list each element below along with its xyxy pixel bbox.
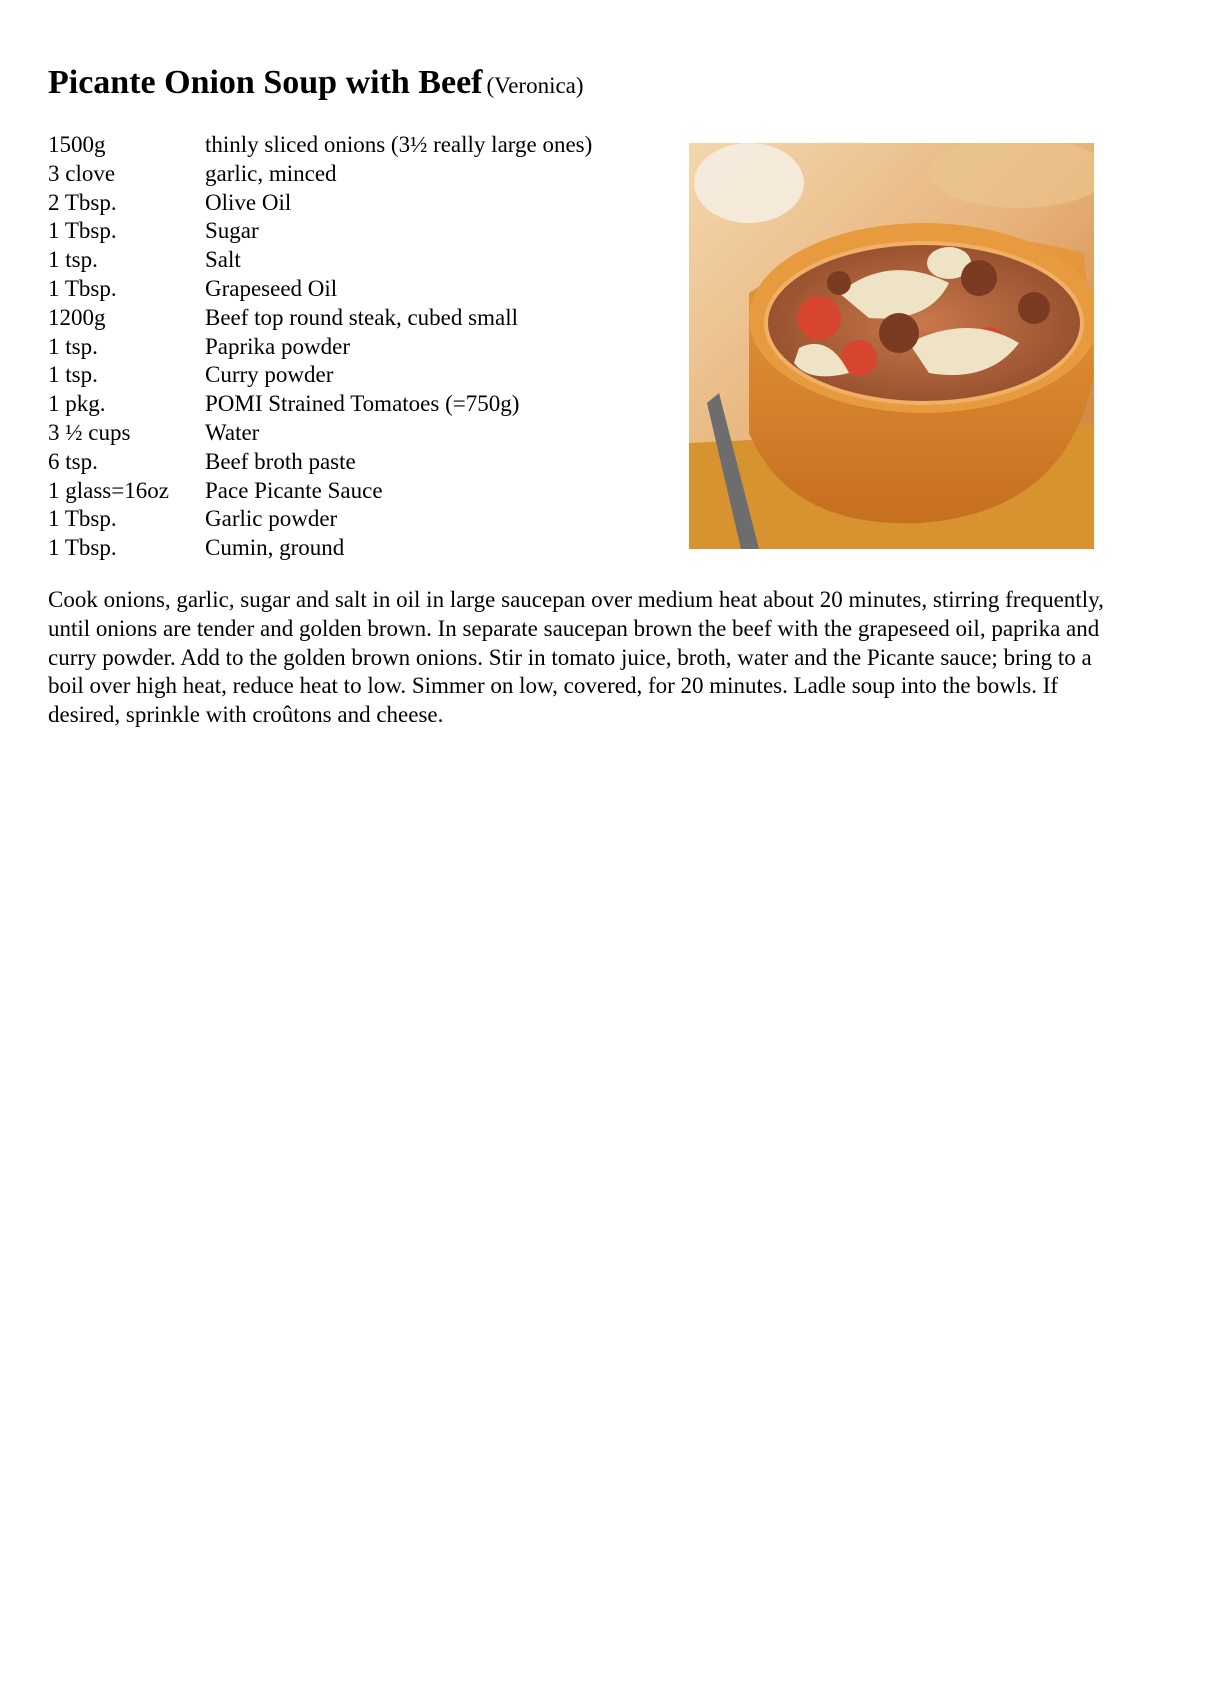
ingredient-row [48, 333, 592, 362]
ingredient-quantity: 1 tsp. [48, 362, 98, 388]
ingredient-quantity: 2 Tbsp. [48, 189, 117, 215]
ingredient-list [48, 131, 592, 563]
ingredient-quantity: 1 tsp. [48, 333, 98, 359]
ingredient-name: Beef broth paste [205, 448, 356, 474]
ingredient-row [48, 189, 592, 218]
ingredient-name: Curry powder [205, 362, 334, 388]
ingredient-quantity: 1 glass=16oz [48, 477, 169, 503]
ingredient-row [48, 390, 592, 419]
ingredient-name: POMI Strained Tomatoes (=750g) [205, 391, 520, 417]
ingredient-quantity: 1200g [48, 304, 106, 330]
ingredient-quantity: 1 Tbsp. [48, 218, 117, 244]
ingredient-quantity: 1 Tbsp. [48, 506, 117, 532]
soup-bowl-photo [689, 143, 1094, 549]
ingredient-quantity: 1 Tbsp. [48, 535, 117, 561]
ingredient-row [48, 361, 592, 390]
ingredient-row [48, 275, 592, 304]
ingredient-name: Sugar [205, 218, 259, 244]
ingredient-row [48, 304, 592, 333]
ingredient-name: Salt [205, 247, 241, 273]
ingredient-name: Cumin, ground [205, 535, 345, 561]
recipe-title-text: Picante Onion Soup with Beef [48, 64, 483, 101]
ingredient-quantity: 3 clove [48, 160, 116, 186]
ingredient-name: Garlic powder [205, 506, 338, 532]
recipe-title [48, 66, 584, 100]
ingredient-name: Beef top round steak, cubed small [205, 304, 518, 330]
ingredient-quantity: 3 ½ cups [48, 419, 131, 445]
ingredient-row [48, 419, 592, 448]
ingredient-quantity: 6 tsp. [48, 448, 98, 474]
ingredient-quantity: 1500g [48, 132, 106, 157]
ingredient-row [48, 448, 592, 477]
ingredient-name: thinly sliced onions (3½ really large ones) [205, 132, 593, 157]
ingredient-quantity: 1 pkg. [48, 391, 106, 417]
ingredient-row [48, 217, 592, 246]
recipe-instructions: Cook onions, garlic, sugar and salt in oil in large saucepan over medium heat about 20 minutes, stirring frequently, until onions are tender and golden brown. In separate saucepan brown the beef with the grapeseed oil, paprika and curry powder. Add to the golden brown onions. Stir in tomato juice, broth, water and the Picante sauce; bring to a boil over high heat, reduce heat to low. Simmer on low, covered, for 20 minutes. Ladle soup into the bowls. If desired, sprinkle with croûtons and cheese. [48, 587, 1104, 728]
ingredient-row [48, 534, 592, 563]
ingredient-name: Pace Picante Sauce [205, 477, 383, 503]
ingredient-name: Water [205, 419, 260, 445]
ingredient-row [48, 505, 592, 534]
recipe-author: (Veronica) [486, 73, 584, 98]
ingredient-name: Grapeseed Oil [205, 275, 338, 301]
ingredient-row [48, 160, 592, 189]
ingredient-row [48, 131, 592, 160]
ingredient-name: Olive Oil [205, 189, 292, 215]
ingredient-row [48, 246, 592, 275]
ingredient-row [48, 477, 592, 506]
ingredient-name: garlic, minced [205, 160, 337, 186]
ingredient-quantity: 1 tsp. [48, 247, 98, 273]
ingredient-quantity: 1 Tbsp. [48, 275, 117, 301]
ingredient-name: Paprika powder [205, 333, 350, 359]
